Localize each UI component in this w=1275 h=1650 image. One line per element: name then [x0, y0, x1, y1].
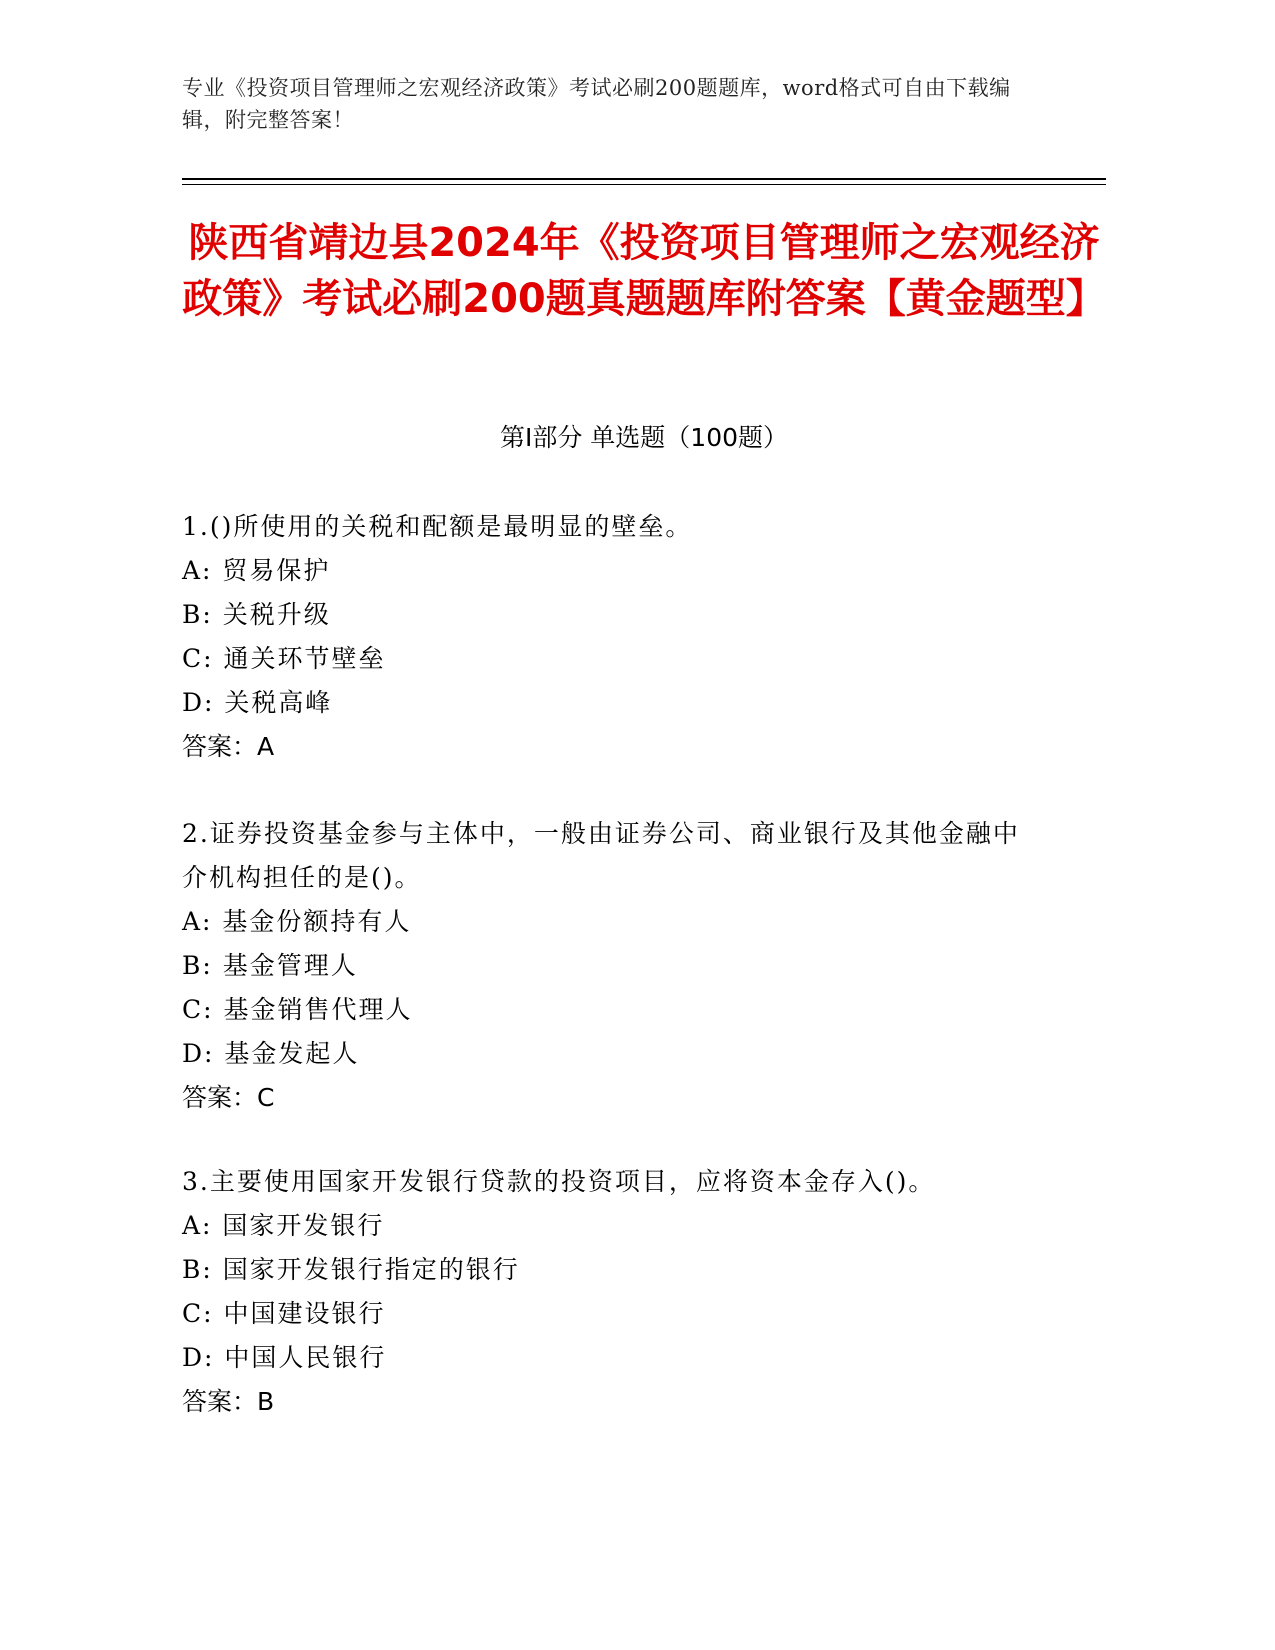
option-a: A: 基金份额持有人: [182, 907, 412, 936]
question-block: [182, 505, 1032, 769]
header-note: 专业《投资项目管理师之宏观经济政策》考试必刷200题题库，word格式可自由下载编辑，附完整答案！: [182, 76, 1011, 132]
question-stem: 2.证券投资基金参与主体中，一般由证券公司、商业银行及其他金融中介机构担任的是()。: [182, 819, 1020, 892]
question-block: [182, 812, 1032, 1120]
option-a: A: 国家开发银行: [182, 1211, 385, 1240]
answer: 答案：B: [182, 1387, 275, 1416]
question-stem: 1.()所使用的关税和配额是最明显的壁垒。: [182, 512, 693, 541]
option-b: B: 基金管理人: [182, 951, 358, 980]
option-c: C: 基金销售代理人: [182, 995, 413, 1024]
header-divider-thick: [182, 178, 1106, 180]
option-b: B: 关税升级: [182, 600, 331, 629]
option-d: D: 基金发起人: [182, 1039, 360, 1068]
document-title: 陕西省靖边县2024年《投资项目管理师之宏观经济政策》考试必刷200题真题题库附答案【黄金题型】: [182, 220, 1106, 322]
option-d: D: 中国人民银行: [182, 1343, 387, 1372]
option-b: B: 国家开发银行指定的银行: [182, 1255, 520, 1284]
option-a: A: 贸易保护: [182, 556, 331, 585]
question-block: [182, 1160, 1032, 1424]
section-heading: 第I部分 单选题（100题）: [499, 423, 789, 452]
header-divider-thin: [182, 184, 1106, 185]
question-stem: 3.主要使用国家开发银行贷款的投资项目，应将资本金存入()。: [182, 1167, 936, 1196]
option-d: D: 关税高峰: [182, 688, 333, 717]
option-c: C: 中国建设银行: [182, 1299, 386, 1328]
option-c: C: 通关环节壁垒: [182, 644, 386, 673]
answer: 答案：A: [182, 732, 275, 761]
answer: 答案：C: [182, 1083, 275, 1112]
